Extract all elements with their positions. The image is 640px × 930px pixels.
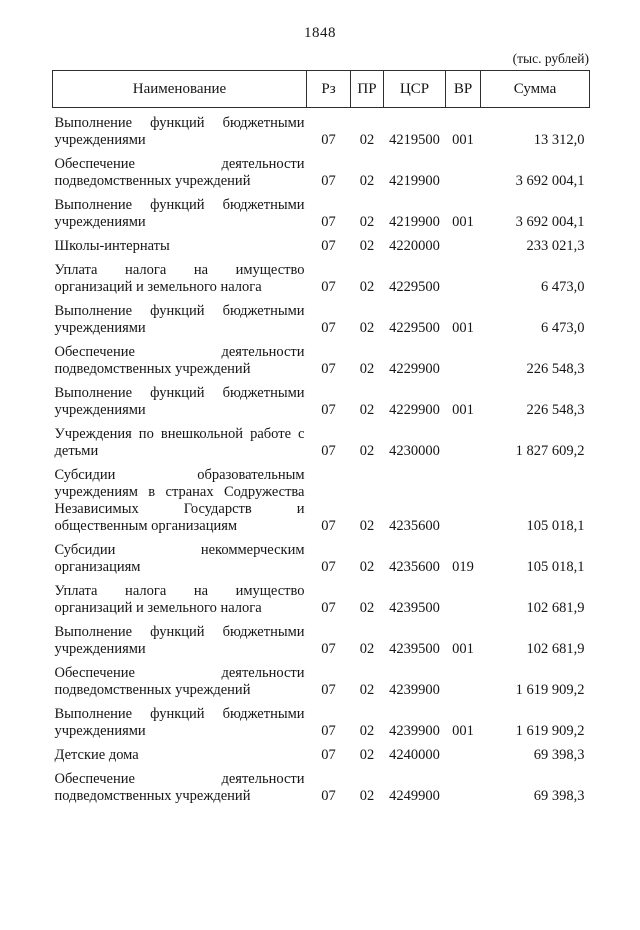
page-number: 1848 bbox=[304, 25, 336, 41]
row-csr-cell: 4220000 bbox=[389, 238, 440, 254]
row-pr-cell: 02 bbox=[359, 747, 375, 763]
row-name-cell: Учреждения по внешкольной работе с детьми bbox=[54, 426, 305, 459]
table-row bbox=[53, 579, 590, 620]
row-sum-cell: 13 312,0 bbox=[533, 132, 585, 148]
row-rz-cell: 07 bbox=[321, 518, 336, 534]
row-vr-cell bbox=[446, 152, 481, 193]
row-rz-cell: 07 bbox=[321, 723, 336, 739]
row-sum-cell: 105 018,1 bbox=[526, 518, 585, 534]
row-vr-cell: 001 bbox=[452, 320, 474, 336]
row-name-cell: Уплата налога на имущество организаций и земельного налога bbox=[54, 262, 305, 295]
row-csr-cell: 4235600 bbox=[389, 559, 440, 575]
row-rz-cell: 07 bbox=[321, 443, 336, 459]
row-name-cell: Обеспечение деятельности подведомственных учреждений bbox=[54, 156, 305, 189]
table-row bbox=[53, 463, 590, 538]
row-pr-cell: 02 bbox=[359, 788, 375, 804]
row-pr-cell: 02 bbox=[359, 238, 375, 254]
table-row bbox=[53, 108, 590, 153]
row-sum-cell: 102 681,9 bbox=[526, 641, 585, 657]
row-vr-cell: 001 bbox=[452, 641, 474, 657]
row-pr-cell: 02 bbox=[359, 279, 375, 295]
column-header-pr: ПР bbox=[351, 71, 384, 108]
row-csr-cell: 4235600 bbox=[389, 518, 440, 534]
row-pr-cell: 02 bbox=[359, 132, 375, 148]
row-name-cell: Выполнение функций бюджетными учреждениями bbox=[54, 197, 305, 230]
row-rz-cell: 07 bbox=[321, 788, 336, 804]
table-row bbox=[53, 381, 590, 422]
row-pr-cell: 02 bbox=[359, 559, 375, 575]
row-vr-cell bbox=[446, 234, 481, 258]
table-row bbox=[53, 193, 590, 234]
row-rz-cell: 07 bbox=[321, 682, 336, 698]
table-row bbox=[53, 152, 590, 193]
row-vr-cell: 019 bbox=[452, 559, 474, 575]
table-row bbox=[53, 299, 590, 340]
row-csr-cell: 4240000 bbox=[389, 747, 440, 763]
row-vr-cell bbox=[446, 463, 481, 538]
row-pr-cell: 02 bbox=[359, 214, 375, 230]
row-vr-cell bbox=[446, 258, 481, 299]
row-sum-cell: 226 548,3 bbox=[526, 402, 585, 418]
column-header-csr: ЦСР bbox=[384, 71, 446, 108]
row-sum-cell: 6 473,0 bbox=[541, 279, 585, 295]
row-rz-cell: 07 bbox=[321, 747, 336, 763]
row-name-cell: Субсидии образовательным учреждениям в странах Содружества Независимых Государств и общественным организациям bbox=[54, 467, 305, 534]
column-header-name: Наименование bbox=[53, 71, 307, 108]
row-vr-cell: 001 bbox=[452, 132, 474, 148]
row-rz-cell: 07 bbox=[321, 320, 336, 336]
table-row bbox=[53, 538, 590, 579]
table-row bbox=[53, 661, 590, 702]
row-vr-cell: 001 bbox=[452, 402, 474, 418]
row-name-cell: Уплата налога на имущество организаций и земельного налога bbox=[54, 583, 305, 616]
row-csr-cell: 4239900 bbox=[389, 682, 440, 698]
row-name-cell: Субсидии некоммерческим организациям bbox=[54, 542, 305, 575]
table-row bbox=[53, 743, 590, 767]
table-body bbox=[53, 108, 590, 809]
units-note: (тыс. рублей) bbox=[512, 51, 589, 66]
row-vr-cell: 001 bbox=[452, 723, 474, 739]
column-header-sum: Сумма bbox=[481, 71, 590, 108]
row-rz-cell: 07 bbox=[321, 361, 336, 377]
row-rz-cell: 07 bbox=[321, 173, 336, 189]
row-csr-cell: 4229500 bbox=[389, 279, 440, 295]
row-sum-cell: 1 827 609,2 bbox=[515, 443, 585, 459]
row-pr-cell: 02 bbox=[359, 518, 375, 534]
row-sum-cell: 226 548,3 bbox=[526, 361, 585, 377]
row-sum-cell: 3 692 004,1 bbox=[515, 214, 585, 230]
row-pr-cell: 02 bbox=[359, 361, 375, 377]
table-row bbox=[53, 620, 590, 661]
row-pr-cell: 02 bbox=[359, 641, 375, 657]
row-name-cell: Школы-интернаты bbox=[54, 238, 170, 254]
table-row bbox=[53, 767, 590, 808]
table-header bbox=[53, 71, 590, 108]
row-rz-cell: 07 bbox=[321, 132, 336, 148]
row-csr-cell: 4239500 bbox=[389, 600, 440, 616]
row-csr-cell: 4219900 bbox=[389, 214, 440, 230]
row-rz-cell: 07 bbox=[321, 238, 336, 254]
row-sum-cell: 233 021,3 bbox=[526, 238, 585, 254]
row-name-cell: Обеспечение деятельности подведомственных учреждений bbox=[54, 344, 305, 377]
row-rz-cell: 07 bbox=[321, 641, 336, 657]
row-name-cell: Выполнение функций бюджетными учреждениями bbox=[54, 706, 305, 739]
row-rz-cell: 07 bbox=[321, 600, 336, 616]
row-csr-cell: 4230000 bbox=[389, 443, 440, 459]
row-pr-cell: 02 bbox=[359, 173, 375, 189]
document-page bbox=[0, 25, 640, 930]
row-csr-cell: 4229900 bbox=[389, 361, 440, 377]
row-rz-cell: 07 bbox=[321, 279, 336, 295]
row-sum-cell: 105 018,1 bbox=[526, 559, 585, 575]
table-header-row bbox=[53, 71, 590, 108]
row-csr-cell: 4229900 bbox=[389, 402, 440, 418]
row-name-cell: Обеспечение деятельности подведомственных учреждений bbox=[54, 771, 305, 804]
row-csr-cell: 4219900 bbox=[389, 173, 440, 189]
row-vr-cell bbox=[446, 340, 481, 381]
row-pr-cell: 02 bbox=[359, 600, 375, 616]
row-pr-cell: 02 bbox=[359, 402, 375, 418]
row-rz-cell: 07 bbox=[321, 402, 336, 418]
row-vr-cell: 001 bbox=[452, 214, 474, 230]
row-name-cell: Выполнение функций бюджетными учреждениями bbox=[54, 303, 305, 336]
row-sum-cell: 3 692 004,1 bbox=[515, 173, 585, 189]
row-vr-cell bbox=[446, 767, 481, 808]
row-vr-cell bbox=[446, 579, 481, 620]
table-row bbox=[53, 422, 590, 463]
row-rz-cell: 07 bbox=[321, 559, 336, 575]
table-row bbox=[53, 702, 590, 743]
row-sum-cell: 1 619 909,2 bbox=[515, 723, 585, 739]
column-header-rz: Рз bbox=[307, 71, 351, 108]
row-pr-cell: 02 bbox=[359, 320, 375, 336]
row-sum-cell: 102 681,9 bbox=[526, 600, 585, 616]
row-rz-cell: 07 bbox=[321, 214, 336, 230]
row-csr-cell: 4239500 bbox=[389, 641, 440, 657]
row-pr-cell: 02 bbox=[359, 682, 375, 698]
table-row bbox=[53, 234, 590, 258]
row-pr-cell: 02 bbox=[359, 723, 375, 739]
column-header-vr: ВР bbox=[446, 71, 481, 108]
row-name-cell: Выполнение функций бюджетными учреждениями bbox=[54, 624, 305, 657]
table-row bbox=[53, 340, 590, 381]
row-sum-cell: 1 619 909,2 bbox=[515, 682, 585, 698]
row-vr-cell bbox=[446, 422, 481, 463]
table-row bbox=[53, 258, 590, 299]
row-sum-cell: 69 398,3 bbox=[533, 788, 585, 804]
row-csr-cell: 4229500 bbox=[389, 320, 440, 336]
budget-table bbox=[52, 70, 590, 808]
row-sum-cell: 69 398,3 bbox=[533, 747, 585, 763]
row-csr-cell: 4239900 bbox=[389, 723, 440, 739]
row-name-cell: Обеспечение деятельности подведомственных учреждений bbox=[54, 665, 305, 698]
row-csr-cell: 4249900 bbox=[389, 788, 440, 804]
row-vr-cell bbox=[446, 743, 481, 767]
row-csr-cell: 4219500 bbox=[389, 132, 440, 148]
row-name-cell: Детские дома bbox=[54, 747, 139, 763]
row-sum-cell: 6 473,0 bbox=[541, 320, 585, 336]
row-pr-cell: 02 bbox=[359, 443, 375, 459]
row-name-cell: Выполнение функций бюджетными учреждениями bbox=[54, 385, 305, 418]
row-vr-cell bbox=[446, 661, 481, 702]
row-name-cell: Выполнение функций бюджетными учреждениями bbox=[54, 115, 305, 148]
